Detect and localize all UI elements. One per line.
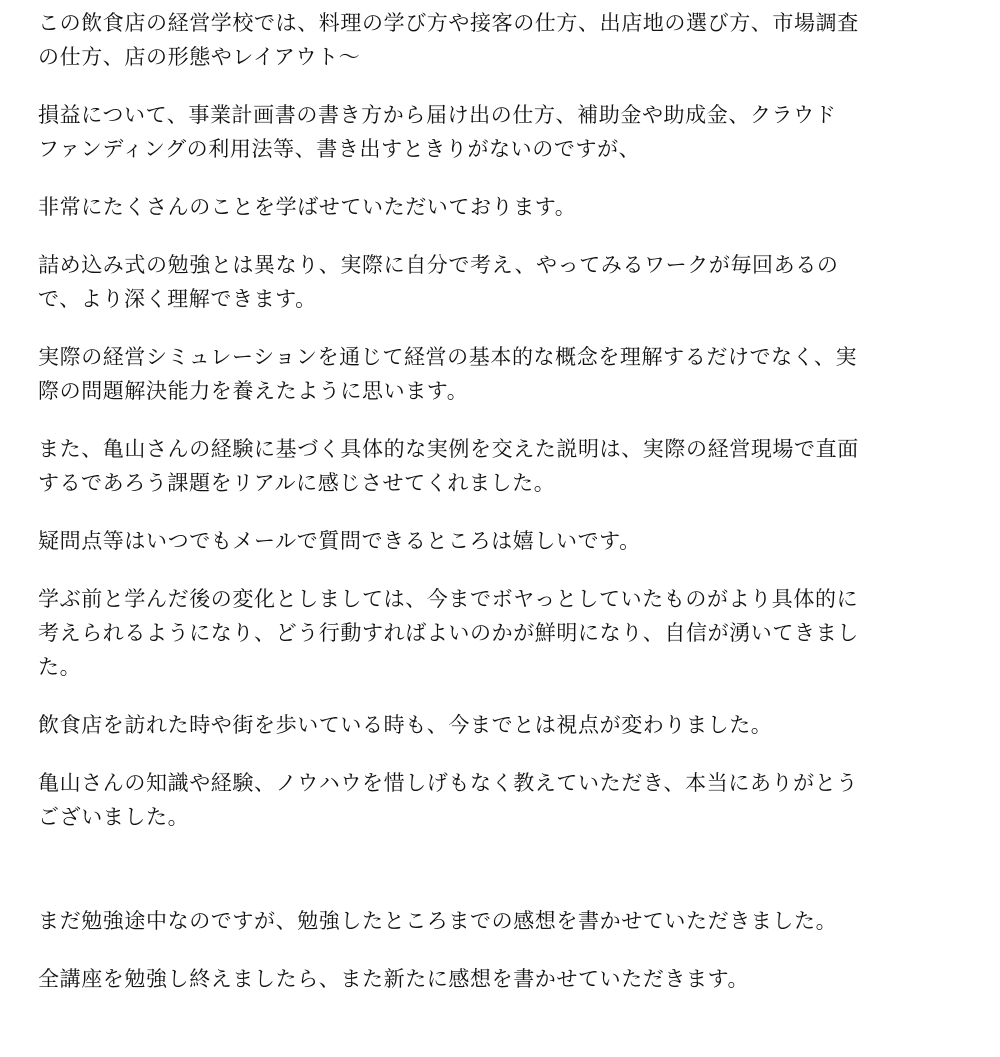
paragraph-5 — [38, 340, 908, 408]
text-line: 亀山さんの知識や経験、ノウハウを惜しげもなく教えていただき、本当にありがとう — [38, 771, 858, 795]
paragraph-1 — [38, 6, 908, 74]
testimonial-text — [38, 6, 908, 1020]
text-line: で、より深く理解できます。 — [38, 287, 317, 311]
paragraph-7 — [38, 524, 908, 558]
text-line: の仕方、店の形態やレイアウト〜 — [38, 45, 361, 69]
text-line: 損益について、事業計画書の書き方から届け出の仕方、補助金や助成金、クラウド — [38, 103, 837, 127]
text-line: するであろう課題をリアルに感じさせてくれました。 — [38, 471, 556, 495]
paragraph-4 — [38, 248, 908, 316]
paragraph-3 — [38, 190, 908, 224]
text-line: 際の問題解決能力を養えたように思います。 — [38, 379, 469, 403]
text-line: ございました。 — [38, 805, 190, 829]
text-line: まだ勉強途中なのですが、勉強したところまでの感想を書かせていただきました。 — [38, 909, 838, 933]
blank-gap — [38, 858, 908, 904]
text-line: 詰め込み式の勉強とは異なり、実際に自分で考え、やってみるワークが毎回あるの — [38, 253, 839, 277]
text-line: 非常にたくさんのことを学ばせていただいております。 — [38, 195, 577, 219]
paragraph-9 — [38, 708, 908, 742]
paragraph-2 — [38, 98, 908, 166]
text-line: 考えられるようになり、どう行動すればよいのかが鮮明になり、自信が湧いてきまし — [38, 621, 859, 645]
text-line: また、亀山さんの経験に基づく具体的な実例を交えた説明は、実際の経営現場で直面 — [38, 437, 859, 461]
text-line: ファンディングの利用法等、書き出すときりがないのですが、 — [38, 137, 641, 161]
paragraph-6 — [38, 432, 908, 500]
text-line: 全講座を勉強し終えましたら、また新たに感想を書かせていただきます。 — [38, 967, 750, 991]
paragraph-8 — [38, 582, 908, 684]
paragraph-12 — [38, 962, 908, 996]
text-line: 飲食店を訪れた時や街を歩いている時も、今までとは視点が変わりました。 — [38, 713, 773, 737]
text-line: 疑問点等はいつでもメールで質問できるところは嬉しいです。 — [38, 529, 641, 553]
text-line: この飲食店の経営学校では、料理の学び方や接客の仕方、出店地の選び方、市場調査 — [38, 11, 859, 35]
text-line: 実際の経営シミュレーションを通じて経営の基本的な概念を理解するだけでなく、実 — [38, 345, 858, 369]
text-line: た。 — [38, 655, 82, 679]
text-line: 学ぶ前と学んだ後の変化としましては、今までボヤっとしていたものがより具体的に — [38, 587, 859, 611]
paragraph-10 — [38, 766, 908, 834]
paragraph-11 — [38, 904, 908, 938]
